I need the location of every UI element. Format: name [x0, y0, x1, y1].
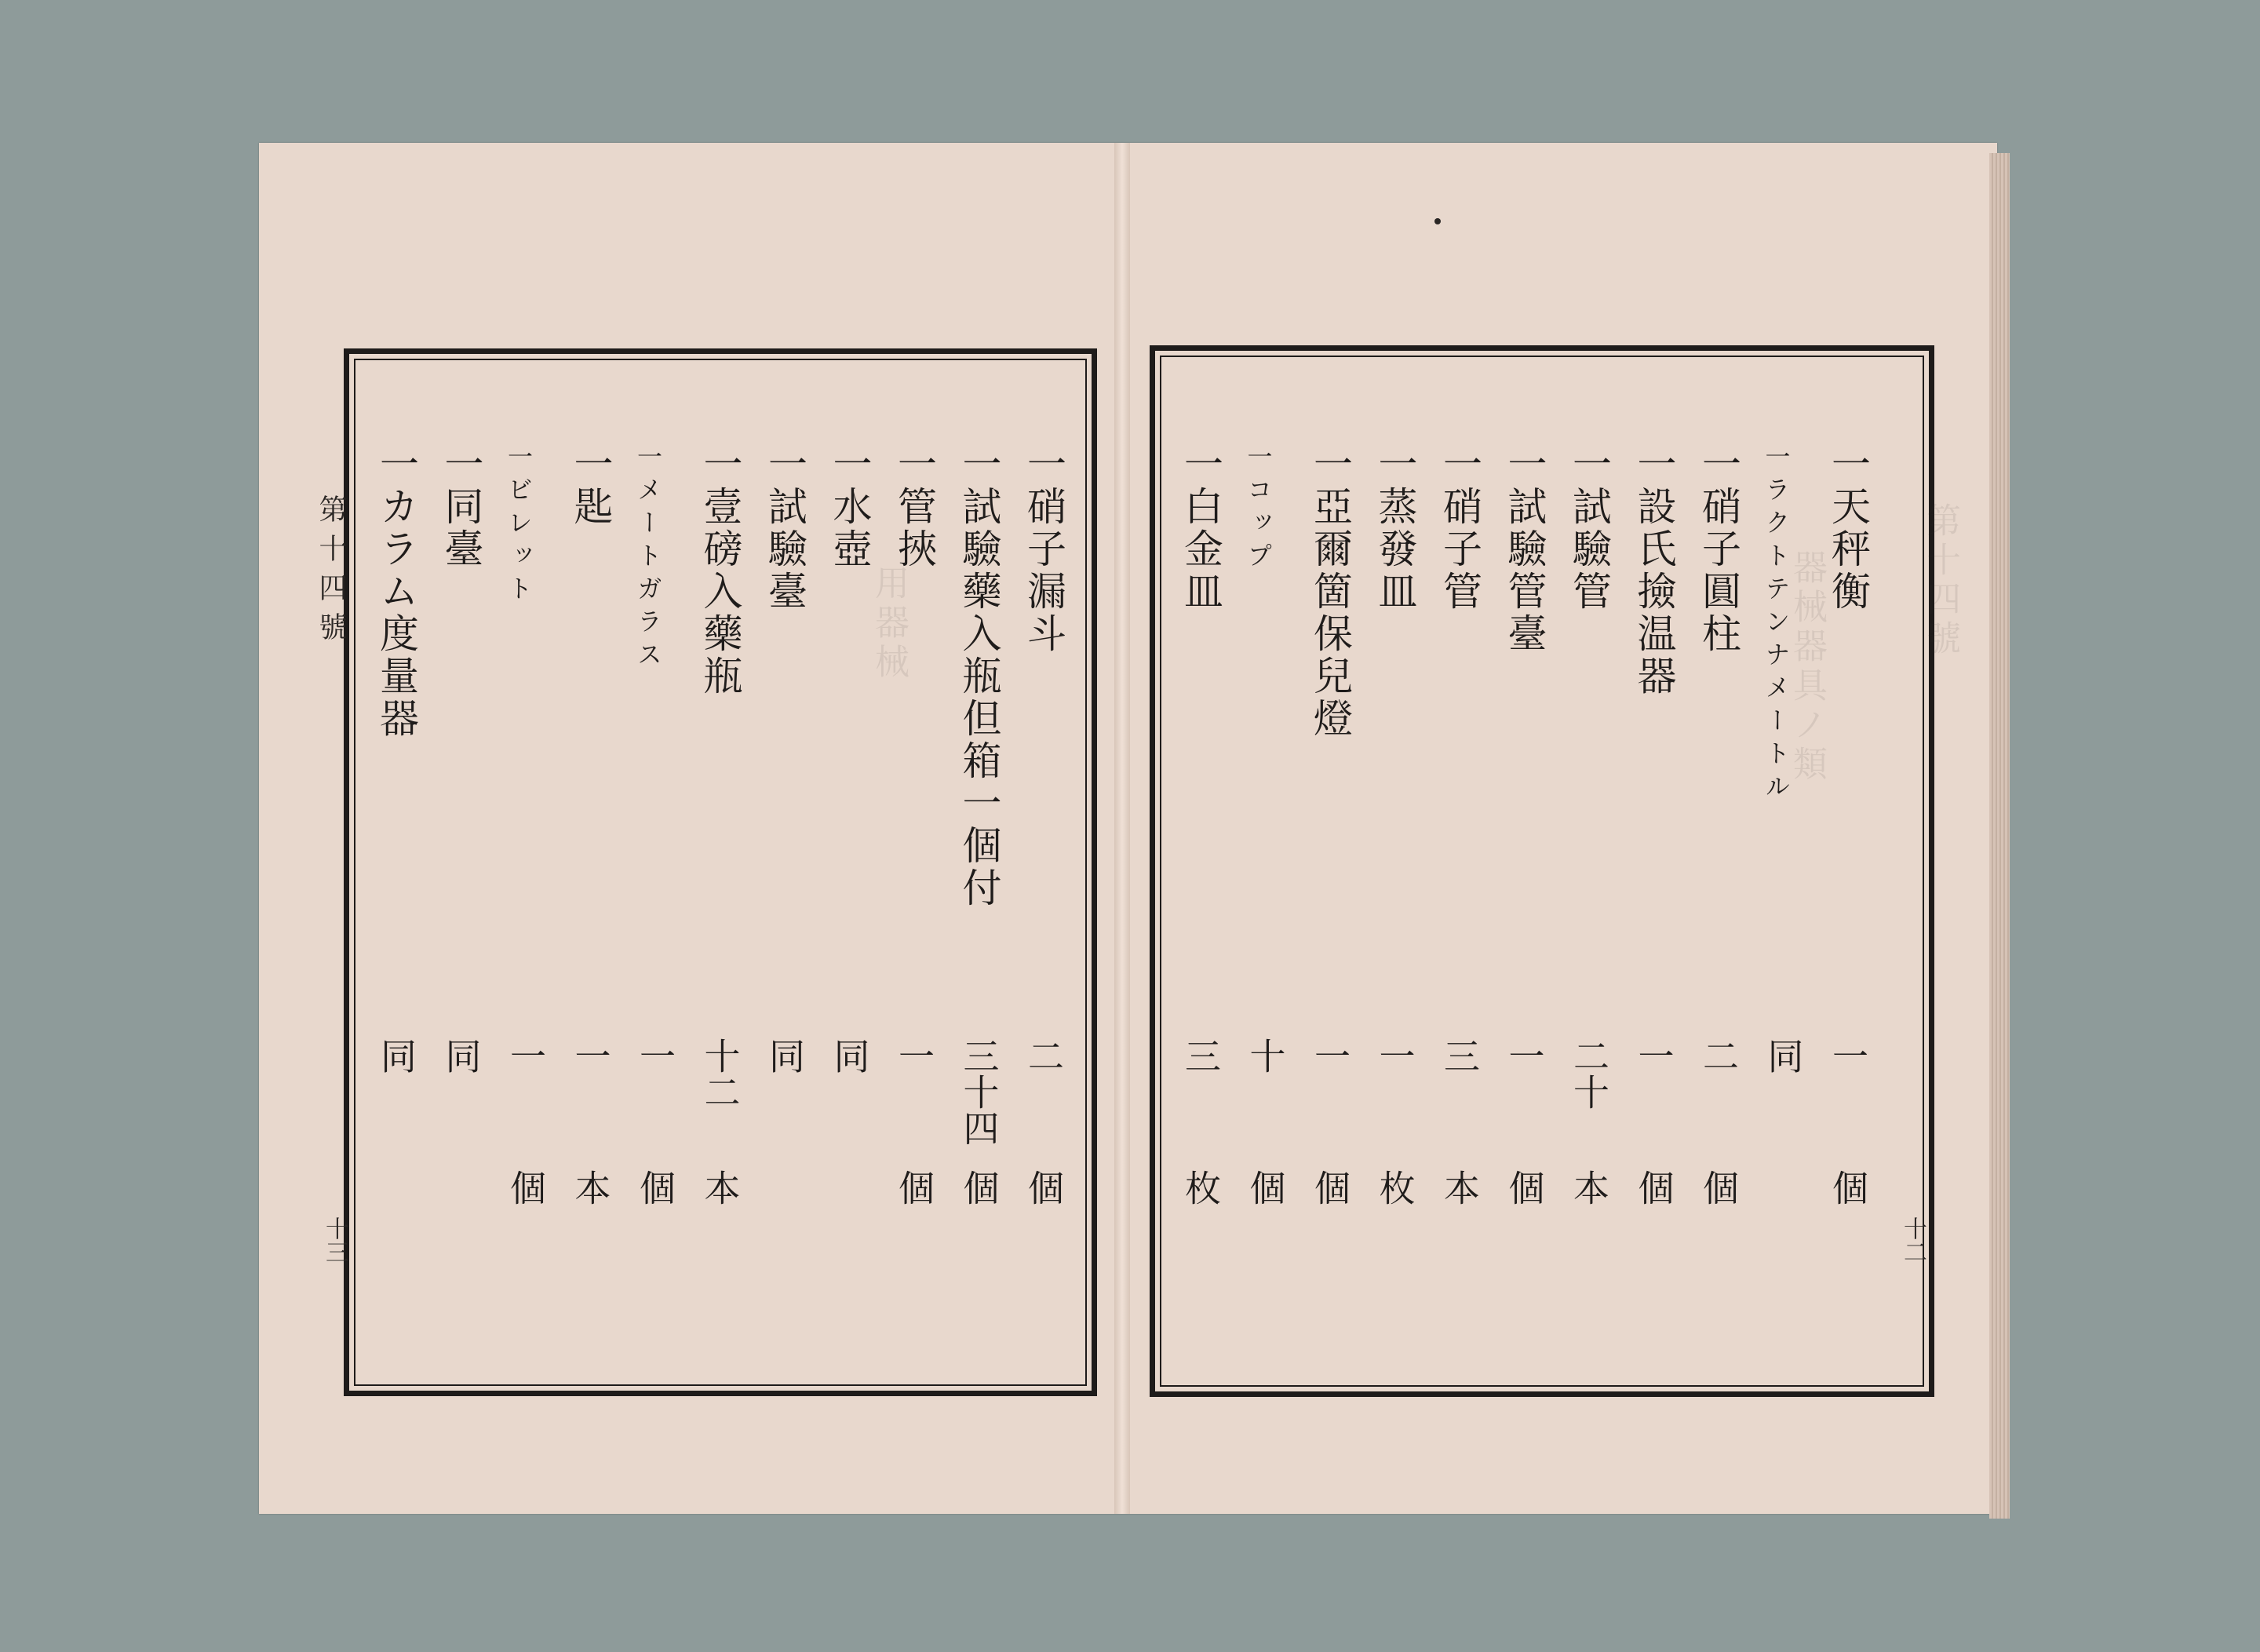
item-unit: 個: [505, 1169, 547, 1205]
item-unit: 個: [957, 1169, 1001, 1205]
item-name: 一壹磅入藥瓶: [697, 443, 743, 698]
item-quantity: 十: [1244, 1038, 1287, 1074]
item-name: 一試驗藥入瓶但箱一個付: [956, 443, 1002, 910]
item-quantity: 同: [764, 1038, 806, 1074]
item-quantity: 一: [569, 1038, 612, 1074]
item-quantity: 一: [1632, 1038, 1675, 1074]
item-quantity: 二: [1697, 1038, 1740, 1074]
item-quantity: 同: [439, 1038, 483, 1074]
item-unit: 個: [634, 1169, 676, 1205]
book-spine: [1114, 143, 1130, 1514]
page-number-right: 十二: [1899, 1216, 1926, 1264]
item-quantity: 同: [828, 1038, 871, 1074]
item-quantity: 二十: [1568, 1038, 1610, 1110]
item-unit: 個: [893, 1169, 935, 1205]
item-name: 一試驗臺: [762, 443, 807, 613]
item-unit: 本: [569, 1169, 612, 1205]
item-name: 一硝子漏斗: [1021, 443, 1066, 655]
item-quantity: 二: [1022, 1038, 1065, 1074]
item-quantity: 一: [634, 1038, 676, 1074]
bleed-through-text: 器械器具ノ類: [1787, 549, 1827, 785]
item-name: 一コップ: [1243, 443, 1274, 575]
item-name: 一メートガラス: [633, 443, 663, 674]
item-unit: 本: [1568, 1169, 1610, 1205]
item-name: 一白金皿: [1178, 443, 1223, 613]
item-quantity: 同: [375, 1038, 417, 1074]
item-name: 一設氏撿温器: [1631, 443, 1677, 698]
item-quantity: 三: [1179, 1038, 1222, 1074]
item-quantity: 一: [505, 1038, 547, 1074]
item-quantity: 十二: [698, 1038, 742, 1110]
item-name: 一硝子圓柱: [1696, 443, 1741, 655]
item-name: 一管挾: [891, 443, 937, 571]
item-name: 一亞爾箇保兒燈: [1307, 443, 1353, 740]
bleed-through-text: 第十四號: [1920, 502, 1960, 659]
item-quantity: 一: [1373, 1038, 1416, 1074]
item-name: 一同臺: [438, 443, 484, 571]
item-unit: 枚: [1179, 1169, 1222, 1205]
item-name: 一天秤衡: [1825, 443, 1871, 613]
item-name: 一カラム度量器: [374, 443, 419, 740]
item-quantity: 同: [1762, 1038, 1805, 1074]
item-quantity: 一: [1309, 1038, 1351, 1074]
item-quantity: 一: [893, 1038, 935, 1074]
item-unit: 個: [1697, 1169, 1740, 1205]
item-unit: 個: [1309, 1169, 1351, 1205]
section-label: 第十四號: [315, 494, 347, 651]
item-unit: 本: [1438, 1169, 1481, 1205]
item-unit: 個: [1632, 1169, 1675, 1205]
item-name: 一ラクトテンナメートル: [1761, 443, 1792, 806]
item-name: 一ビレット: [504, 443, 534, 608]
item-name: 一蒸發皿: [1372, 443, 1418, 613]
ink-dot: [1434, 218, 1441, 224]
item-quantity: 一: [1503, 1038, 1546, 1074]
item-unit: 個: [1503, 1169, 1546, 1205]
item-quantity: 三: [1438, 1038, 1481, 1074]
item-name: 一匙: [567, 443, 614, 528]
bleed-through-text: 用器械: [869, 565, 909, 683]
item-name: 一試驗管: [1566, 443, 1612, 613]
item-quantity: 三十四: [957, 1038, 1001, 1146]
item-unit: 個: [1022, 1169, 1065, 1205]
page-number-left: 十三: [321, 1216, 348, 1264]
item-unit: 本: [698, 1169, 742, 1205]
item-unit: 枚: [1373, 1169, 1416, 1205]
item-unit: 個: [1827, 1169, 1869, 1205]
item-unit: 個: [1244, 1169, 1287, 1205]
page-edges: [1989, 153, 2010, 1519]
item-name: 一硝子管: [1437, 443, 1482, 613]
item-name: 一水壺: [826, 443, 873, 571]
item-name: 一試驗管臺: [1501, 443, 1547, 655]
item-quantity: 一: [1827, 1038, 1869, 1074]
